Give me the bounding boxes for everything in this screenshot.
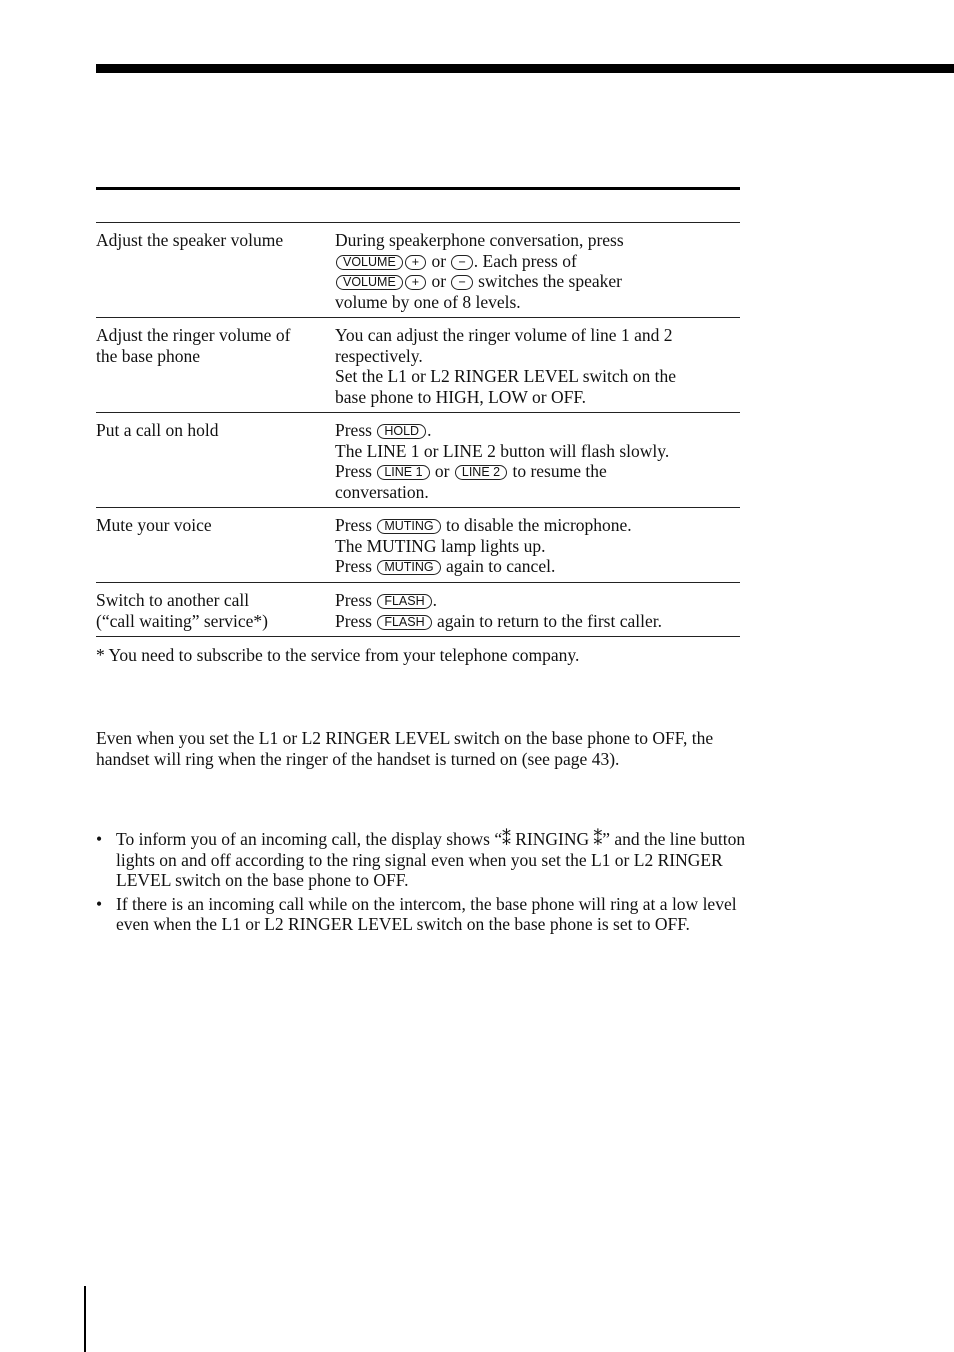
key-flash-icon: FLASH <box>377 615 431 630</box>
description-text: to resume the <box>508 461 607 481</box>
row-description-line <box>335 482 740 503</box>
description-text: . Each press of <box>473 250 577 271</box>
table-row <box>96 413 740 508</box>
table-row <box>96 223 740 318</box>
row-description <box>335 515 740 577</box>
row-description-line <box>335 387 740 408</box>
row-description <box>335 590 740 631</box>
header-rule <box>96 64 954 73</box>
list-item <box>96 829 746 891</box>
bullet-icon: • <box>96 829 103 849</box>
row-description <box>335 325 740 407</box>
operations-table <box>96 222 740 637</box>
row-action-line: Mute your voice <box>96 515 212 535</box>
table-row <box>96 583 740 637</box>
page-margin-rule <box>84 1286 86 1352</box>
row-description-line <box>335 590 740 611</box>
key-minus-icon: − <box>451 255 472 270</box>
row-description-line <box>335 441 740 462</box>
description-text: The LINE 1 or LINE 2 button will flash slowly. <box>335 440 670 461</box>
key-line-1-icon: LINE 1 <box>377 465 429 480</box>
row-description-line <box>335 346 740 367</box>
description-text: or <box>427 250 451 271</box>
row-description-line <box>335 461 740 482</box>
notes-list <box>96 829 746 938</box>
row-action-line: Put a call on hold <box>96 420 219 440</box>
table-top-rule <box>96 187 740 190</box>
list-item <box>96 894 746 935</box>
key-volume-icon: VOLUME <box>336 255 403 270</box>
key-volume-icon: VOLUME <box>336 275 403 290</box>
description-text: again to return to the first caller. <box>432 610 662 631</box>
description-text: or <box>427 271 451 291</box>
row-description-line <box>335 515 740 536</box>
description-text: You can adjust the ringer volume of line 1 and 2 <box>335 325 673 345</box>
row-description-line <box>335 271 740 292</box>
description-text: switches the speaker <box>473 271 622 291</box>
row-description-line <box>335 420 740 441</box>
row-description-line <box>335 292 740 313</box>
description-text: again to cancel. <box>441 556 556 576</box>
row-action <box>96 325 328 366</box>
description-text: or <box>430 461 454 481</box>
key-plus-icon: + <box>405 255 426 270</box>
row-action-line: (“call waiting” service*) <box>96 610 268 631</box>
table-row <box>96 508 740 583</box>
key-line-2-icon: LINE 2 <box>455 465 507 480</box>
description-text: volume by one of 8 levels. <box>335 291 521 312</box>
row-description <box>335 230 740 312</box>
description-text: . <box>432 590 437 610</box>
table-footnote: * You need to subscribe to the service from your telephone company. <box>96 645 580 665</box>
row-description-line <box>335 325 740 346</box>
description-text: Press <box>335 420 377 440</box>
description-text: Press <box>335 515 377 535</box>
key-plus-icon: + <box>405 275 426 290</box>
description-text: Press <box>335 461 377 481</box>
description-text: Set the L1 or L2 RINGER LEVEL switch on the <box>335 366 677 386</box>
key-flash-icon: FLASH <box>377 594 431 609</box>
ringer-note-paragraph: Even when you set the L1 or L2 RINGER LEVEL switch on the base phone to OFF, the handset will ring when the ringer of the handset is turned on (see page 43). <box>96 728 714 769</box>
row-action <box>96 515 328 536</box>
description-text: conversation. <box>335 481 429 502</box>
table-row <box>96 318 740 413</box>
key-muting-icon: MUTING <box>377 519 440 534</box>
row-description-line <box>335 251 740 272</box>
row-description-line <box>335 556 740 577</box>
description-text: Press <box>335 556 377 576</box>
description-text: The MUTING lamp lights up. <box>335 535 546 556</box>
key-muting-icon: MUTING <box>377 560 440 575</box>
key-hold-icon: HOLD <box>377 424 426 439</box>
row-description-line <box>335 366 740 387</box>
row-description-line <box>335 611 740 632</box>
list-item-text: To inform you of an incoming call, the display shows “⁑ RINGING ⁑” and the line button lights on and off according to the ring signal even when you set the L1 or L2 RINGER LEVEL switch on the base phone to OFF. <box>116 829 746 890</box>
description-text: base phone to HIGH, LOW or OFF. <box>335 386 587 407</box>
row-description-line <box>335 536 740 557</box>
row-action-line: Adjust the speaker volume <box>96 230 284 250</box>
description-text: to disable the microphone. <box>441 515 632 535</box>
row-action-line: Adjust the ringer volume of <box>96 325 291 345</box>
description-text: During speakerphone conversation, press <box>335 230 624 250</box>
row-action <box>96 230 328 251</box>
row-description-line <box>335 230 740 251</box>
key-minus-icon: − <box>451 275 472 290</box>
list-item-text: If there is an incoming call while on the intercom, the base phone will ring at a low level even when the L1 or L2 RINGER LEVEL switch on the base phone is set to OFF. <box>116 893 737 934</box>
row-action-line: Switch to another call <box>96 590 250 610</box>
row-description <box>335 420 740 502</box>
description-text: Press <box>335 610 377 631</box>
row-action <box>96 590 328 631</box>
description-text: respectively. <box>335 345 423 366</box>
row-action-line: the base phone <box>96 345 200 366</box>
description-text: Press <box>335 590 377 610</box>
description-text: . <box>427 420 432 440</box>
row-action <box>96 420 328 441</box>
bullet-icon: • <box>96 893 103 914</box>
